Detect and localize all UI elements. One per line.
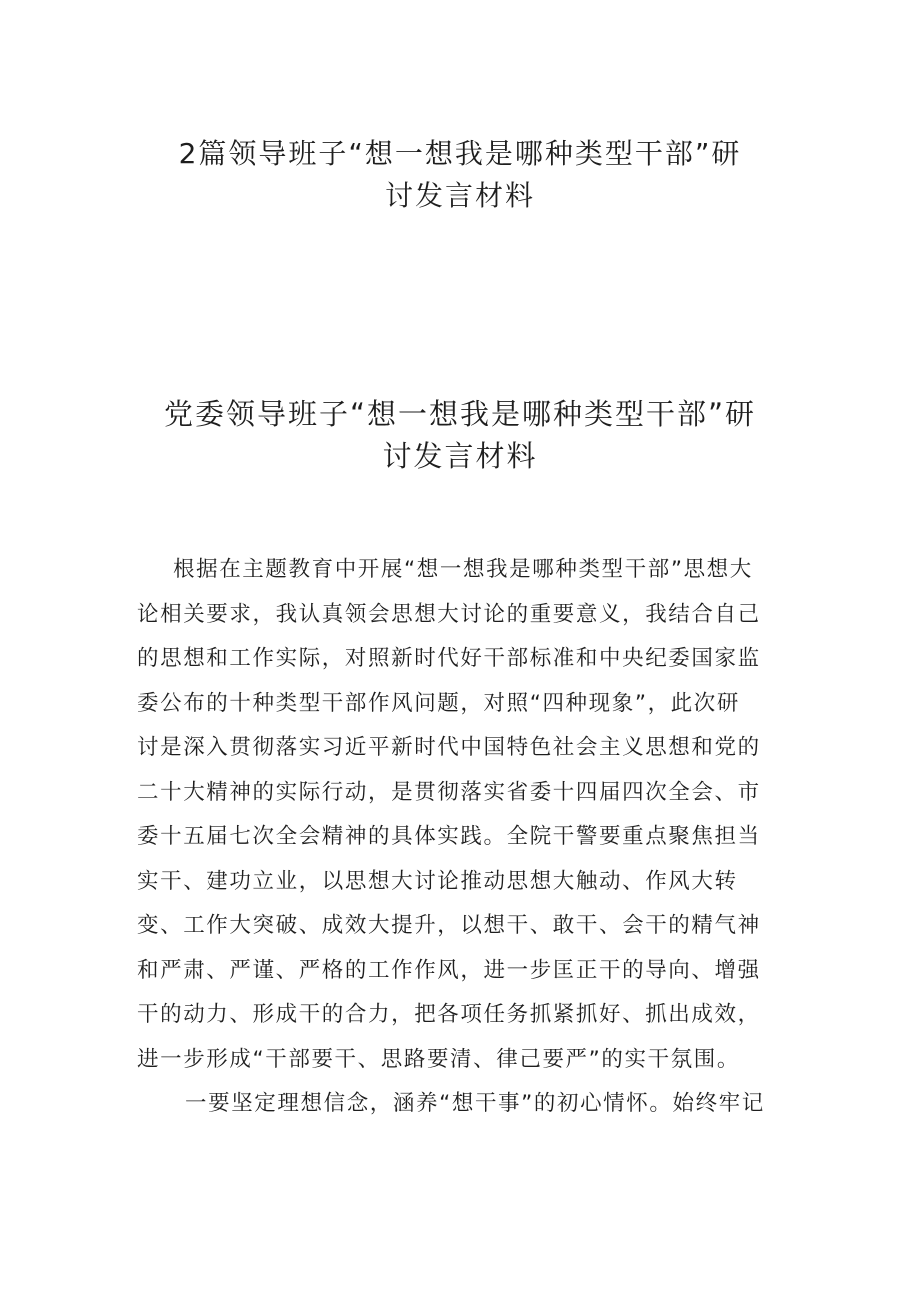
section-title-line: 讨发言材料 bbox=[382, 439, 538, 473]
main-title-line: 2篇领导班子“想一想我是哪种类型干部”研 bbox=[178, 137, 742, 170]
section-title bbox=[100, 393, 820, 477]
body-line: 实干、建功立业，以思想大讨论推动思想大触动、作风大转 bbox=[137, 868, 738, 894]
body-line: 论相关要求，我认真领会思想大讨论的重要意义，我结合自己 bbox=[137, 601, 761, 627]
body-line: 二十大精神的实际行动，是贯彻落实省委十四届四次全会、市 bbox=[137, 779, 761, 805]
body-line: 一要坚定理想信念，涵养“想干事”的初心情怀。始终牢记 bbox=[185, 1091, 765, 1116]
body-line: 委十五届七次全会精神的具体实践。全院干警要重点聚焦担当 bbox=[137, 824, 761, 849]
body-line: 进一步形成“干部要干、思路要清、律己要严”的实干氛围。 bbox=[137, 1046, 740, 1072]
body-line: 委公布的十种类型干部作风问题，对照“四种现象”，此次研 bbox=[137, 690, 740, 716]
body-line: 干的动力、形成干的合力，把各项任务抓紧抓好、抓出成效， bbox=[137, 1002, 761, 1027]
body-line: 根据在主题教育中开展“想一想我是哪种类型干部”思想大 bbox=[173, 557, 753, 582]
body-line: 的思想和工作实际，对照新时代好干部标准和中央纪委国家监 bbox=[137, 646, 761, 671]
body-line: 和严肃、严谨、严格的工作作风，进一步匡正干的导向、增强 bbox=[137, 957, 761, 983]
main-title bbox=[100, 133, 820, 217]
body-line: 讨是深入贯彻落实习近平新时代中国特色社会主义思想和党的 bbox=[137, 735, 761, 760]
body-text bbox=[137, 548, 787, 1127]
body-line: 变、工作大突破、成效大提升，以想干、敢干、会干的精气神 bbox=[137, 913, 761, 938]
main-title-line: 讨发言材料 bbox=[384, 179, 535, 212]
section-title-line: 党委领导班子“想一想我是哪种类型干部”研 bbox=[163, 397, 757, 431]
